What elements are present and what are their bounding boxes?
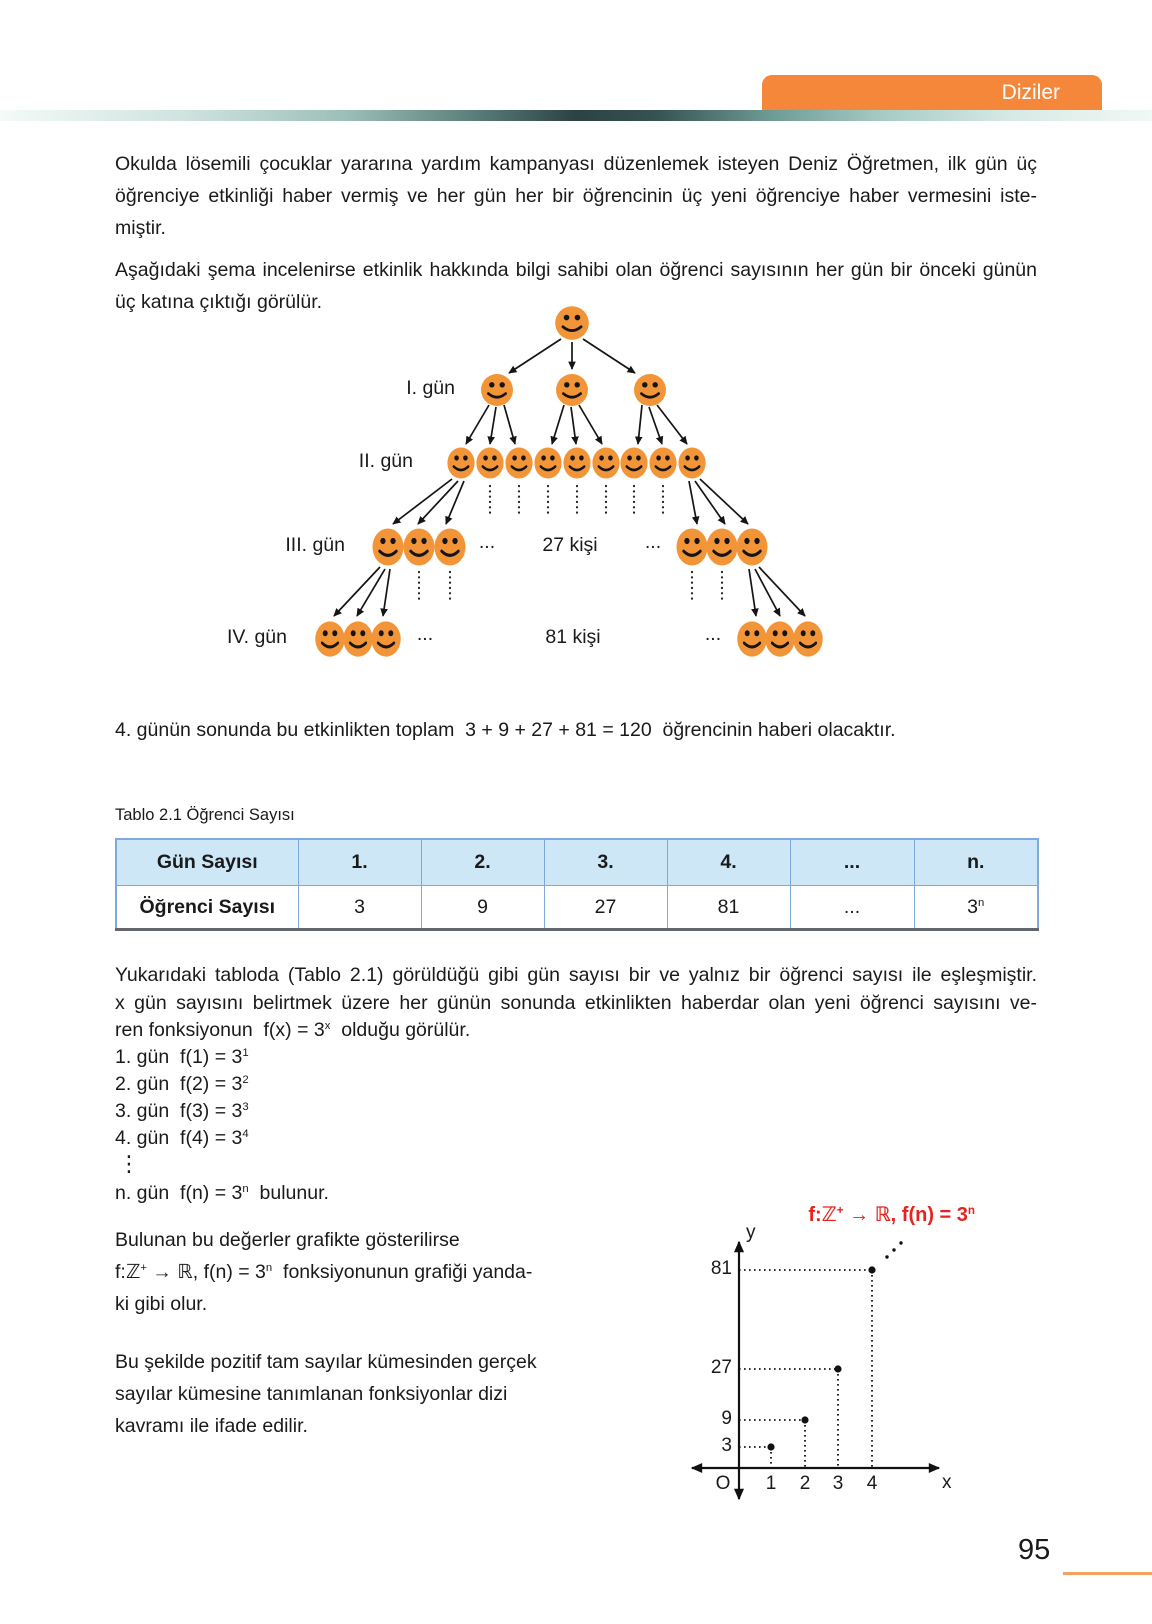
smiley-icon <box>315 621 344 656</box>
chapter-title: Diziler <box>1001 81 1060 104</box>
table-header-cell: 1. <box>298 839 421 886</box>
smiley-icon <box>793 621 822 656</box>
smiley-icon <box>403 528 434 565</box>
smiley-icon <box>634 374 666 406</box>
tree-count-81: 81 kişi <box>545 626 601 648</box>
table-header-cell: n. <box>914 839 1038 886</box>
smiley-icon <box>706 528 737 565</box>
smiley-icon <box>534 447 561 478</box>
graph-intro-line: Bulunan bu değerler grafikte gösterilirse <box>115 1229 460 1251</box>
definition-line: kavramı ile ifade edilir. <box>115 1415 308 1437</box>
explain-line: x gün sayısını belirtmek üzere her günün sonunda etkinlikten haberdar olan yeni öğrenci sayısını ve- <box>115 991 1037 1014</box>
smiley-icon <box>505 447 532 478</box>
graph-guides <box>739 1270 872 1468</box>
scheme-line: üç katına çıktığı görülür. <box>115 291 323 313</box>
smiley-icon <box>765 621 794 656</box>
vertical-ellipsis: ⋮ <box>118 1152 140 1177</box>
intro-line: öğrenciye etkinliği haber vermiş ve her gün her bir öğrencinin üç yeni öğrenciye haber vermesini iste- <box>115 185 1037 207</box>
smiley-icon <box>592 447 619 478</box>
definition-line: Bu şekilde pozitif tam sayılar kümesinden gerçek <box>115 1351 537 1373</box>
graph-function-label: f:ℤ+ → ℝ, $f(n) = 3^n$ <box>808 1204 975 1226</box>
tree-level-3-label: III. gün <box>285 534 345 556</box>
student-count-table <box>115 838 1039 931</box>
table-data-row <box>116 886 1038 930</box>
y-tick-81: 81 <box>710 1258 732 1279</box>
table-cell: 27 <box>544 886 667 930</box>
table-header-row <box>116 839 1038 886</box>
table-row-label: Öğrenci Sayısı <box>116 886 298 930</box>
footer-accent-line <box>1063 1572 1152 1575</box>
function-graph <box>640 1180 1000 1525</box>
day-equation-4: 4. gün $f(4) = 3^4$ <box>115 1127 249 1149</box>
origin-label: O <box>715 1473 731 1494</box>
table-cell: 3 <box>298 886 421 930</box>
graph-intro-paragraph <box>115 1224 640 1320</box>
day-equations <box>115 1044 329 1208</box>
table-header-cell: Gün Sayısı <box>116 839 298 886</box>
smiley-icon <box>556 374 588 406</box>
day-equation-n: n. gün $f(n) = 3^n$ bulunur. <box>115 1182 329 1204</box>
y-tick-9: 9 <box>721 1408 732 1429</box>
day-equation-1: 1. gün $f(1) = 3^1$ <box>115 1046 249 1068</box>
table-cell: 3$^n$ <box>914 886 1038 930</box>
chapter-tab <box>762 75 1102 111</box>
smiley-icon <box>434 528 465 565</box>
smiley-icon <box>476 447 503 478</box>
total-sentence <box>115 714 1037 746</box>
tree-ellipsis: ... <box>644 531 662 553</box>
smiley-icon <box>481 374 513 406</box>
smiley-icon <box>371 621 400 656</box>
table-header-cell: 4. <box>667 839 790 886</box>
intro-paragraph <box>115 148 1037 244</box>
table-header-cell: ... <box>790 839 914 886</box>
definition-line: sayılar kümesine tanımlanan fonksiyonlar dizi <box>115 1383 508 1405</box>
graph-intro-line: ki gibi olur. <box>115 1293 208 1315</box>
smiley-icon <box>620 447 647 478</box>
x-tick-3: 3 <box>832 1473 844 1494</box>
total-line: 4. günün sonunda bu etkinlikten toplam 3 + 9 + 27 + 81 = 120 öğrencinin haberi olacaktır. <box>115 719 896 741</box>
tree-count-27: 27 kişi <box>542 534 598 556</box>
intro-line: miştir. <box>115 217 166 239</box>
smiley-icon <box>343 621 372 656</box>
x-tick-1: 1 <box>765 1473 777 1494</box>
smiley-icon <box>563 447 590 478</box>
sequence-definition-paragraph <box>115 1346 640 1442</box>
smiley-icon <box>678 447 705 478</box>
tree-ellipsis: ... <box>416 623 434 645</box>
smiley-icon <box>737 621 766 656</box>
smiley-icons <box>315 306 822 656</box>
scheme-line: Aşağıdaki şema incelenirse etkinlik hakkında bilgi sahibi olan öğrenci sayısının her gün bir önceki günün <box>115 259 1037 281</box>
day-equation-2: 2. gün $f(2) = 3^2$ <box>115 1073 249 1095</box>
graph-intro-line: f:ℤ+ → ℝ, $f(n) = 3^n$ fonksiyonunun grafiği yanda- <box>115 1261 533 1283</box>
tree-level-2-label: II. gün <box>358 450 413 472</box>
day-equation-3: 3. gün $f(3) = 3^3$ <box>115 1100 249 1122</box>
header-divider <box>0 110 1152 121</box>
table-cell: 9 <box>421 886 544 930</box>
graph-points <box>767 1241 902 1450</box>
smiley-icon <box>555 306 589 340</box>
y-axis-label: y <box>746 1222 756 1243</box>
intro-line: Okulda lösemili çocuklar yararına yardım kampanyası düzenlemek isteyen Deniz Öğretmen, ilk gün üç <box>115 153 1037 175</box>
tree-level-4-label: IV. gün <box>226 626 287 648</box>
page-number: 95 <box>1018 1534 1051 1566</box>
y-tick-3: 3 <box>721 1435 732 1456</box>
tree-level-1-label: I. gün <box>406 377 455 399</box>
table-header-cell: 2. <box>421 839 544 886</box>
smiley-icon <box>649 447 676 478</box>
explain-line: Yukarıdaki tabloda (Tablo 2.1) görüldüğü gibi gün sayısı bir ve yalnız bir öğrenci sayısı ile eşleşmiştir. <box>115 964 1037 986</box>
tree-ellipsis: ... <box>478 531 496 553</box>
table-cell: 81 <box>667 886 790 930</box>
explanation-paragraph <box>115 962 1037 1045</box>
smiley-icon <box>372 528 403 565</box>
tree-ellipsis: ... <box>704 623 722 645</box>
smiley-icon <box>736 528 767 565</box>
table-header-cell: 3. <box>544 839 667 886</box>
y-tick-27: 27 <box>710 1357 732 1378</box>
smiley-icon <box>676 528 707 565</box>
x-axis-label: x <box>942 1472 952 1493</box>
x-tick-4: 4 <box>866 1473 878 1494</box>
table-caption: Tablo 2.1 Öğrenci Sayısı <box>115 806 295 824</box>
explain-line: ren fonksiyonun $f(x) = 3^x$ olduğu görülür. <box>115 1019 471 1041</box>
smiley-icon <box>447 447 474 478</box>
x-tick-2: 2 <box>799 1473 811 1494</box>
tree-diagram-graphics <box>0 300 1152 670</box>
table-cell: ... <box>790 886 914 930</box>
tree-diagram <box>0 300 1152 670</box>
